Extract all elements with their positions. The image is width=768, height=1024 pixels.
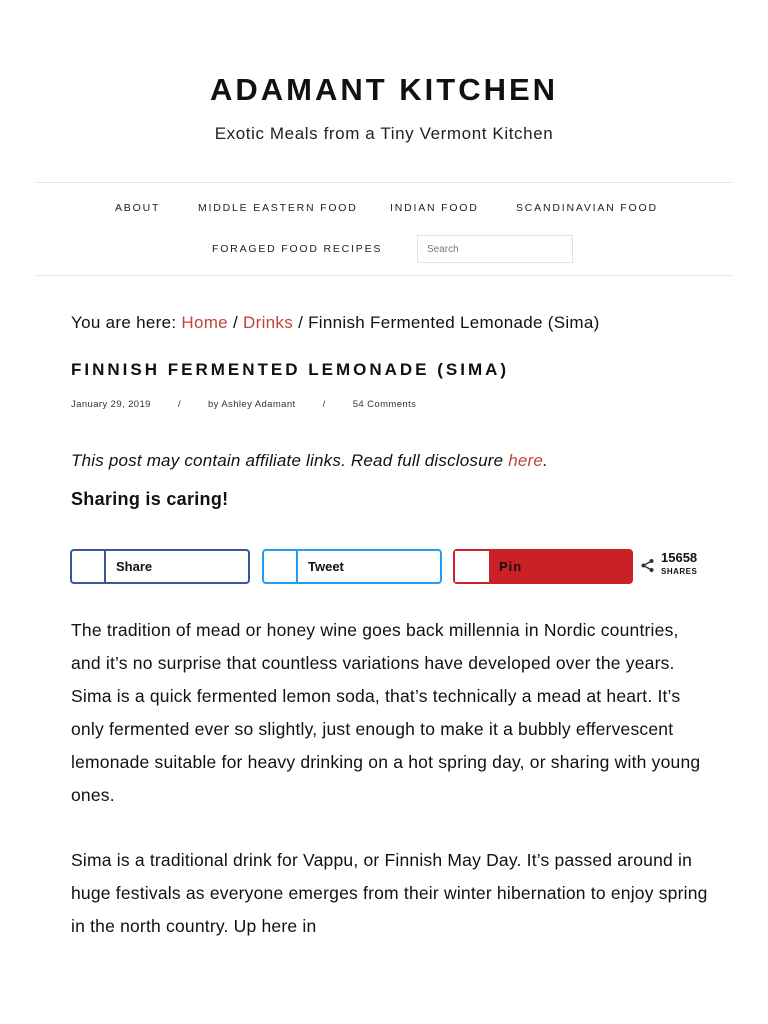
breadcrumb-home-link[interactable]: Home [181, 313, 228, 332]
twitter-tweet-button[interactable] [262, 549, 442, 584]
post-content [71, 614, 711, 975]
share-count [640, 550, 710, 582]
post-comments-link[interactable]: 54 Comments [352, 399, 417, 410]
nav-item-indian-food[interactable]: INDIAN FOOD [390, 202, 479, 214]
breadcrumb-separator: / [232, 313, 239, 332]
sharing-heading: Sharing is caring! [71, 489, 229, 509]
post-meta [71, 399, 416, 410]
affiliate-disclosure [71, 451, 548, 471]
breadcrumb [71, 313, 600, 333]
disclosure-text: This post may contain affiliate links. Read full disclosure [71, 451, 509, 470]
breadcrumb-prefix: You are here: [71, 313, 177, 332]
nav-bottom-divider [36, 275, 732, 276]
share-count-unit: SHARES [661, 567, 698, 576]
meta-separator: / [322, 399, 326, 410]
pinterest-icon [455, 551, 489, 582]
pinterest-pin-label: Pin [499, 559, 523, 574]
nav-item-middle-eastern-food[interactable]: MIDDLE EASTERN FOOD [198, 202, 358, 214]
nav-item-foraged-food-recipes[interactable]: FORAGED FOOD RECIPES [212, 243, 383, 255]
share-count-number: 15658 [661, 550, 698, 565]
post-date: January 29, 2019 [71, 399, 151, 410]
post-author[interactable]: by Ashley Adamant [207, 399, 296, 410]
site-description: Exotic Meals from a Tiny Vermont Kitchen [214, 124, 554, 143]
share-icon [640, 558, 655, 573]
breadcrumb-current: Finnish Fermented Lemonade (Sima) [308, 313, 600, 332]
nav-item-about[interactable]: ABOUT [115, 202, 161, 214]
post-paragraph: The tradition of mead or honey wine goes back millennia in Nordic countries, and it’s no surprise that countless variations have developed over the years. Sima is a quick fermented lemon soda, that’s technically a mead at heart. It’s only fermented ever so slightly, just enough to make it a bubbly effervescent lemonade suitable for heavy drinking on a hot spring day, or sharing with young ones. [71, 620, 701, 805]
breadcrumb-separator: / [298, 313, 304, 332]
facebook-icon [72, 551, 106, 582]
post-paragraph: Sima is a traditional drink for Vappu, or Finnish May Day. It’s passed around in huge festivals as everyone emerges from their winter hibernation to enjoy spring in the north country. Up here in [71, 850, 708, 936]
post-title: FINNISH FERMENTED LEMONADE (SIMA) [71, 360, 510, 379]
disclosure-link[interactable]: here [508, 451, 544, 470]
facebook-share-button[interactable] [70, 549, 250, 584]
nav-top-divider [36, 182, 732, 183]
facebook-share-label: Share [116, 559, 153, 574]
breadcrumb-drinks-link[interactable]: Drinks [243, 313, 294, 332]
twitter-tweet-label: Tweet [308, 559, 344, 574]
twitter-icon [264, 551, 298, 582]
search-input[interactable] [417, 235, 573, 263]
disclosure-end: . [543, 451, 548, 470]
site-title[interactable]: ADAMANT KITCHEN [209, 72, 559, 107]
meta-separator: / [177, 399, 181, 410]
pinterest-pin-button[interactable] [453, 549, 633, 584]
nav-item-scandinavian-food[interactable]: SCANDINAVIAN FOOD [516, 202, 658, 214]
